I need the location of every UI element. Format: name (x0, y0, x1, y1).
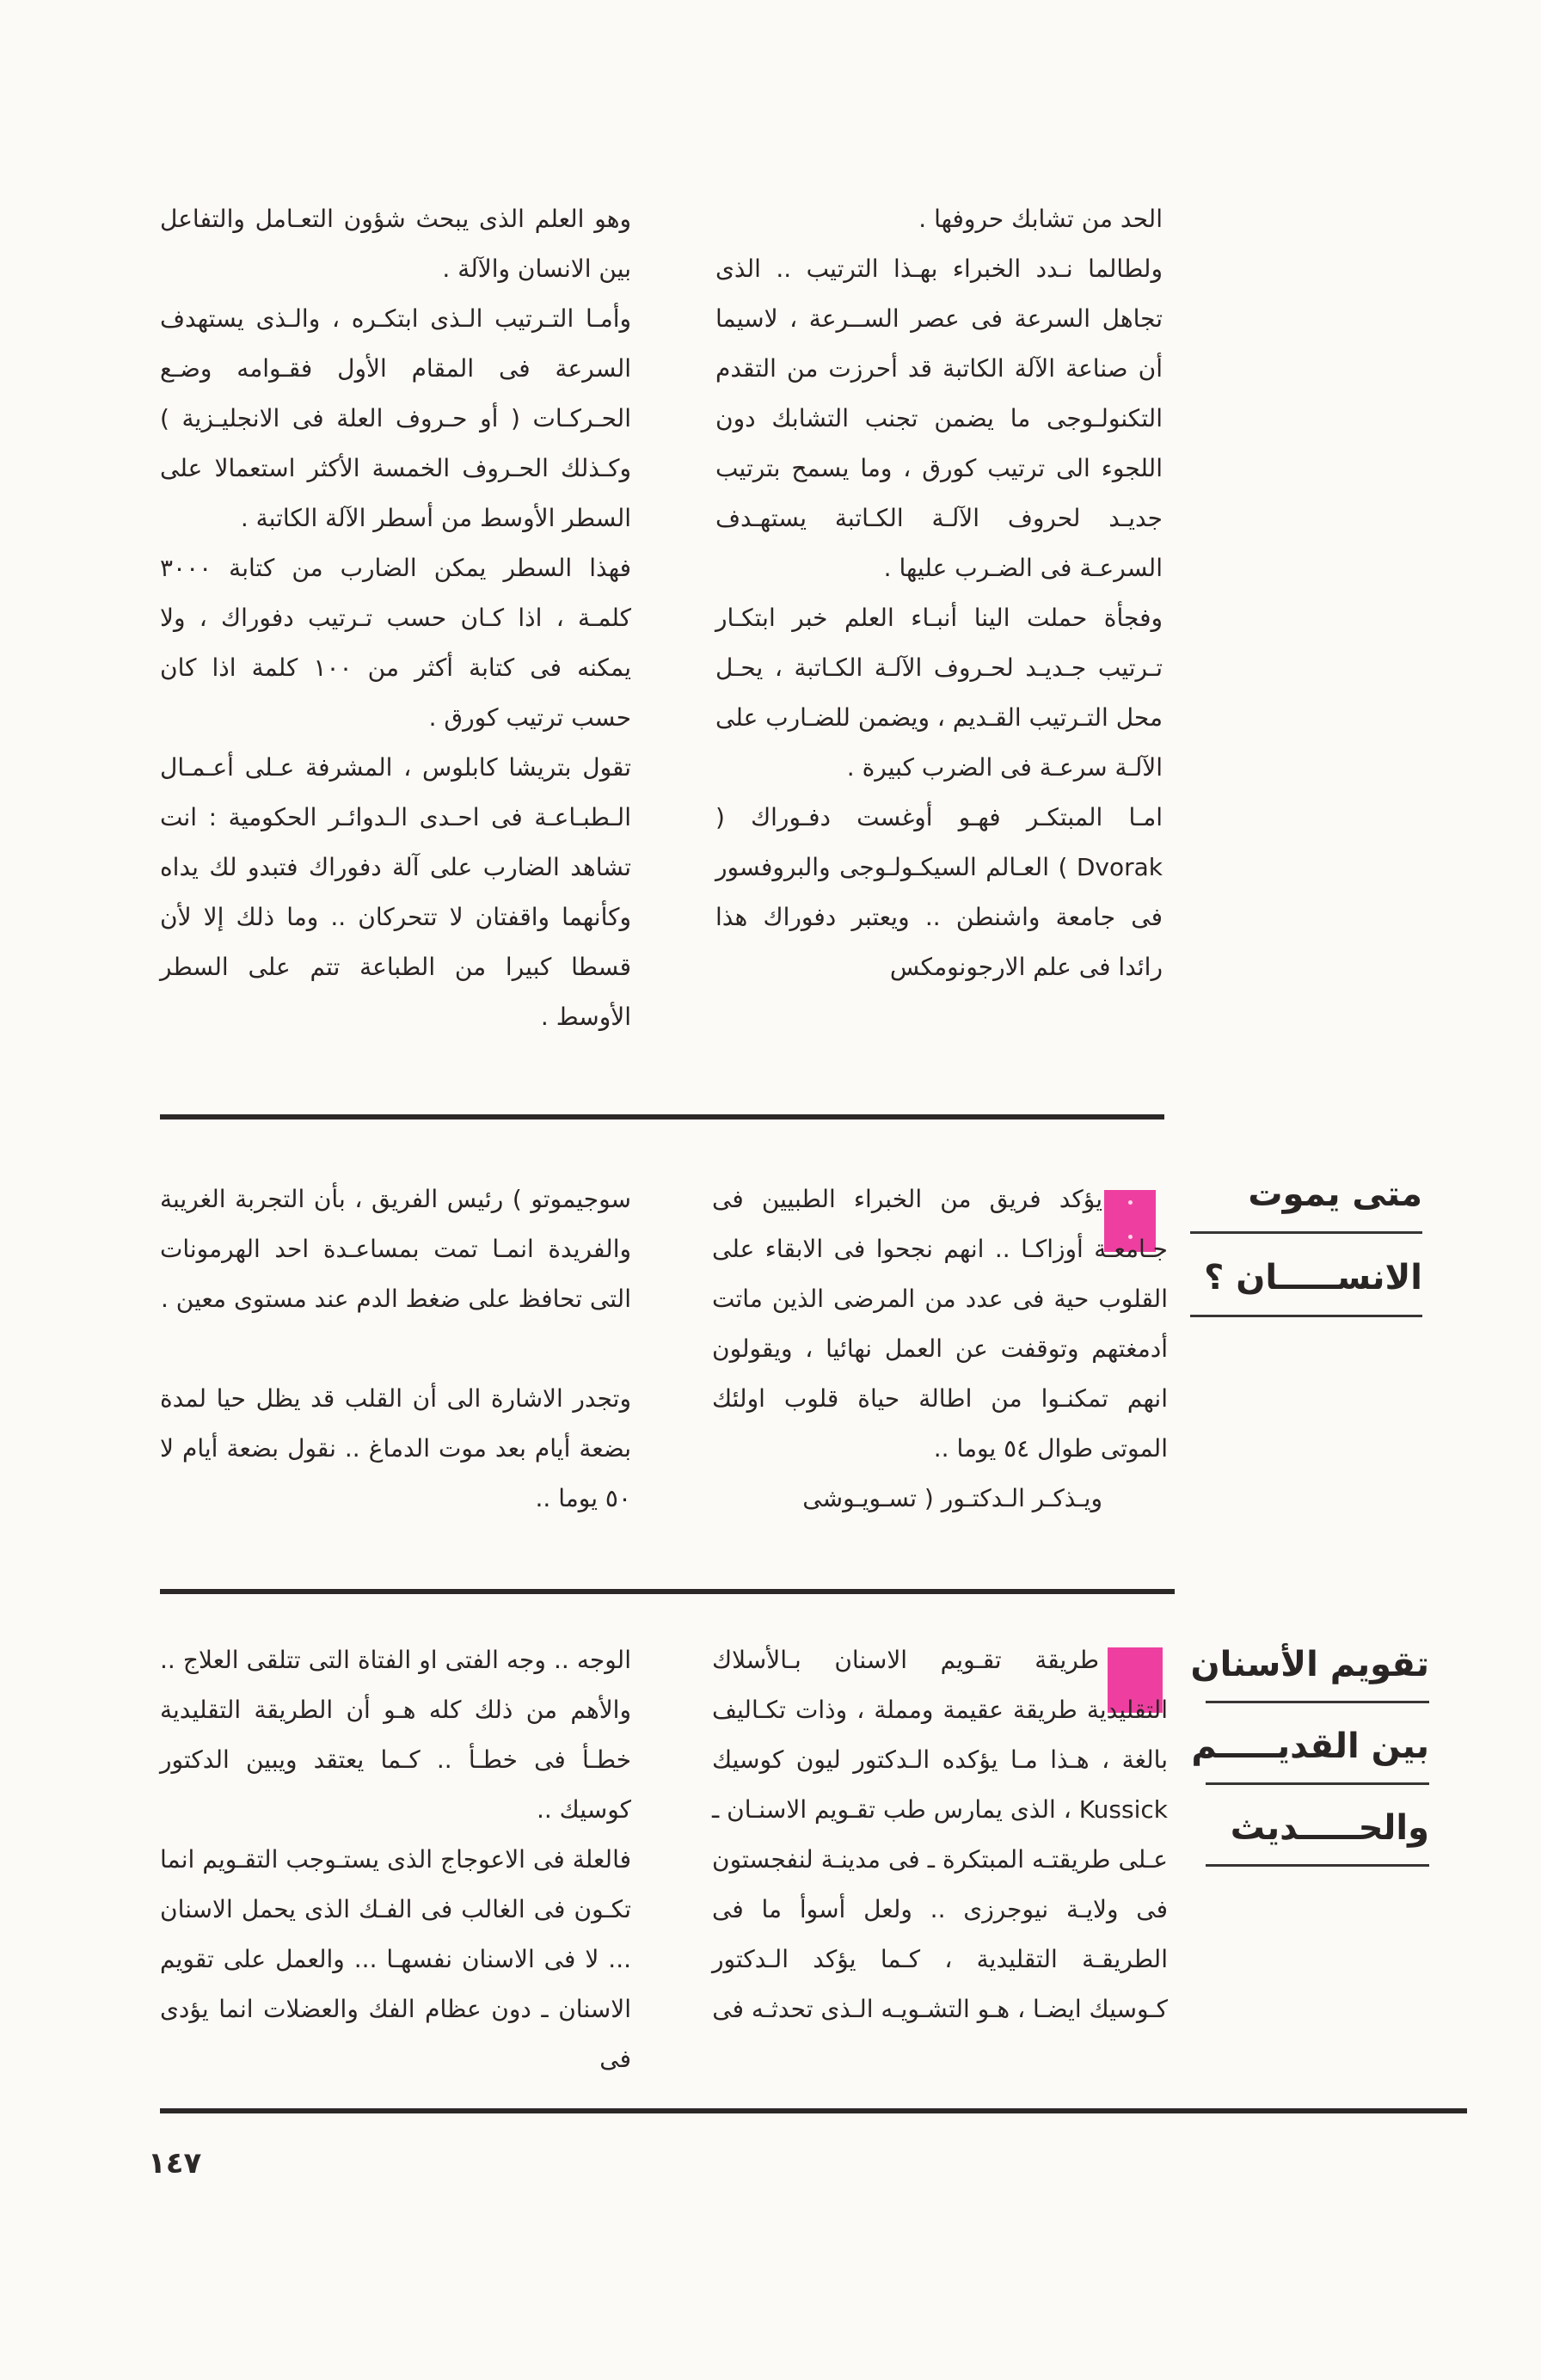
heading-line: تقويم الأسنان (1206, 1634, 1429, 1703)
section-divider (160, 1114, 1164, 1119)
paragraph: الوجه .. وجه الفتى او الفتاة التى تتلقى العلاج .. والأهم من ذلك كله هـو أن الطريقة التقليدية خطـأ فى خطـأ .. كـما يعتقد ويبين الدكتور كوسيك .. (160, 1646, 631, 1824)
paragraph: وأمـا التـرتيب الـذى ابتكـره ، والـذى يستهدف السرعة فى المقام الأول فقـوامه وضـع الحـركـات ( أو حـروف العلة فى الانجليـزية ) وكـذلك الحـروف الخمسة الأكثر استعمالا على السطر الأوسط من أسطر الآلة الكاتبة . (160, 304, 631, 532)
article2-right-column (712, 1175, 1168, 1524)
paragraph: وهو العلم الذى يبحث شؤون التعـامل والتفاعل بين الانسان والآلة . (160, 205, 631, 283)
page-number: ١٤٧ (148, 2146, 202, 2181)
heading-line: الانســـــان ؟ (1190, 1246, 1422, 1317)
paragraph: وفجأة حملت الينا أنبـاء العلم خبر ابتكـار تـرتيب جـديـد لحـروف الآلـة الكـاتبة ، يحـل محل التـرتيب القـديم ، ويضمن للضـارب على الآلـة سرعـة فى الضرب كبيرة . (715, 604, 1163, 782)
paragraph: فهذا السطر يمكن الضارب من كتابة ٣٠٠٠ كلمـة ، اذا كـان حسب تـرتيب دفوراك ، ولا يمكنه فى كتابة أكثر من ١٠٠ كلمة اذا كان حسب ترتيب كورق . (160, 554, 631, 732)
heading-line: والحـــــديث (1206, 1797, 1429, 1867)
paragraph: سوجيموتو ) رئيس الفريق ، بأن التجربة الغريبة والفريدة انمـا تمت بمساعـدة احد الهرمونات التى تحافظ على ضغط الدم عند مستوى معين . (160, 1185, 631, 1313)
paragraph: تقول بتريشا كابلوس ، المشرفة عـلى أعـمـال الـطبـاعـة فى احـدى الـدوائـر الحكومية : انت تشاهد الضارب على آلة دفوراك فتبدو لك يداه وكأنهما واقفتان لا تتحركان .. وما ذلك إلا لأن قسطا كبيرا من الطباعة تتم على السطر الأوسط . (160, 753, 631, 1031)
article1-right-column (715, 194, 1163, 992)
paragraph: ولطالما نـدد الخبراء بهـذا الترتيب .. الذى تجاهل السرعة فى عصر الســرعة ، لاسيما أن صناعة الآلة الكاتبة قد أحرزت من التقدم التكنولـوجى ما يضمن تجنب التشابك دون اللجوء الى ترتيب كورق ، وما يسمح بترتيب جديـد لحروف الآلـة الكـاتبة يستهـدف السرعـة فى الضـرب عليها . (715, 255, 1163, 582)
paragraph: امـا المبتكـر فهـو أوغست دفـوراك ( Dvorak ) العـالم السيكـولـوجى والبروفسور فى جامعة واشنطن .. ويعتبر دفوراك هذا رائدا فى علم الارجونومكس (715, 803, 1163, 981)
section-divider (160, 1589, 1175, 1594)
article3-heading (1190, 1634, 1429, 1879)
article2-left-column (160, 1175, 631, 1524)
bottom-rule (160, 2108, 1467, 2113)
paragraph: طريقة تقـويم الاسنان بـالأسلاك التقليدية طريقة عقيمة ومملة ، وذات تكـاليف بالغة ، هـذا مـا يؤكده الـدكتور ليون كوسيك Kussick ، الذى يمارس طب تقـويم الاسنـان ـ عـلى طريقتـه المبتكرة ـ فى مدينـة لنفجستون فى ولايـة نيوجرزى .. ولعل أسوأ ما فى الطريقـة التقليدية ، كـما يؤكد الـدكتور كـوسيك ايضـا ، هـو التشـويـه الـذى تحدثـه فى (712, 1646, 1168, 2023)
heading-line: بين القديـــــم (1206, 1715, 1429, 1785)
paragraph: وتجدر الاشارة الى أن القلب قد يظل حيا لمدة بضعة أيام بعد موت الدماغ .. نقول بضعة أيام لا ٥٠ يوما .. (160, 1384, 631, 1512)
paragraph: يؤكد فريق من الخبراء الطبيين فى جـامعـة أوزاكـا .. انهم نجحوا فى الابقاء على القلوب حية فى عدد من المرضى الذين ماتت أدمغتهم وتوقفت عن العمل نهائيا ، ويقولون انهم تمكنـوا من اطالة حياة قلوب اولئك الموتى طوال ٥٤ يوما .. (712, 1185, 1168, 1463)
paragraph: الحد من تشابك حروفها . (918, 205, 1163, 233)
article2-heading (1190, 1162, 1422, 1329)
heading-line: متى يموت (1190, 1162, 1422, 1234)
paragraph: فالعلة فى الاعوجاج الذى يستـوجب التقـويم انما تكـون فى الغالب فى الفـك الذى يحمل الاسنان ... لا فى الاسنان نفسهـا ... والعمل على تقويم الاسنان ـ دون عظام الفك والعضلات انما يؤدى فى (160, 1845, 631, 2073)
article3-left-column (160, 1635, 631, 2084)
paragraph: ويـذكـر الـدكتـور ( تسـويـوشى (802, 1484, 1102, 1512)
article3-right-column (712, 1635, 1168, 2034)
article1-left-column (160, 194, 631, 1042)
